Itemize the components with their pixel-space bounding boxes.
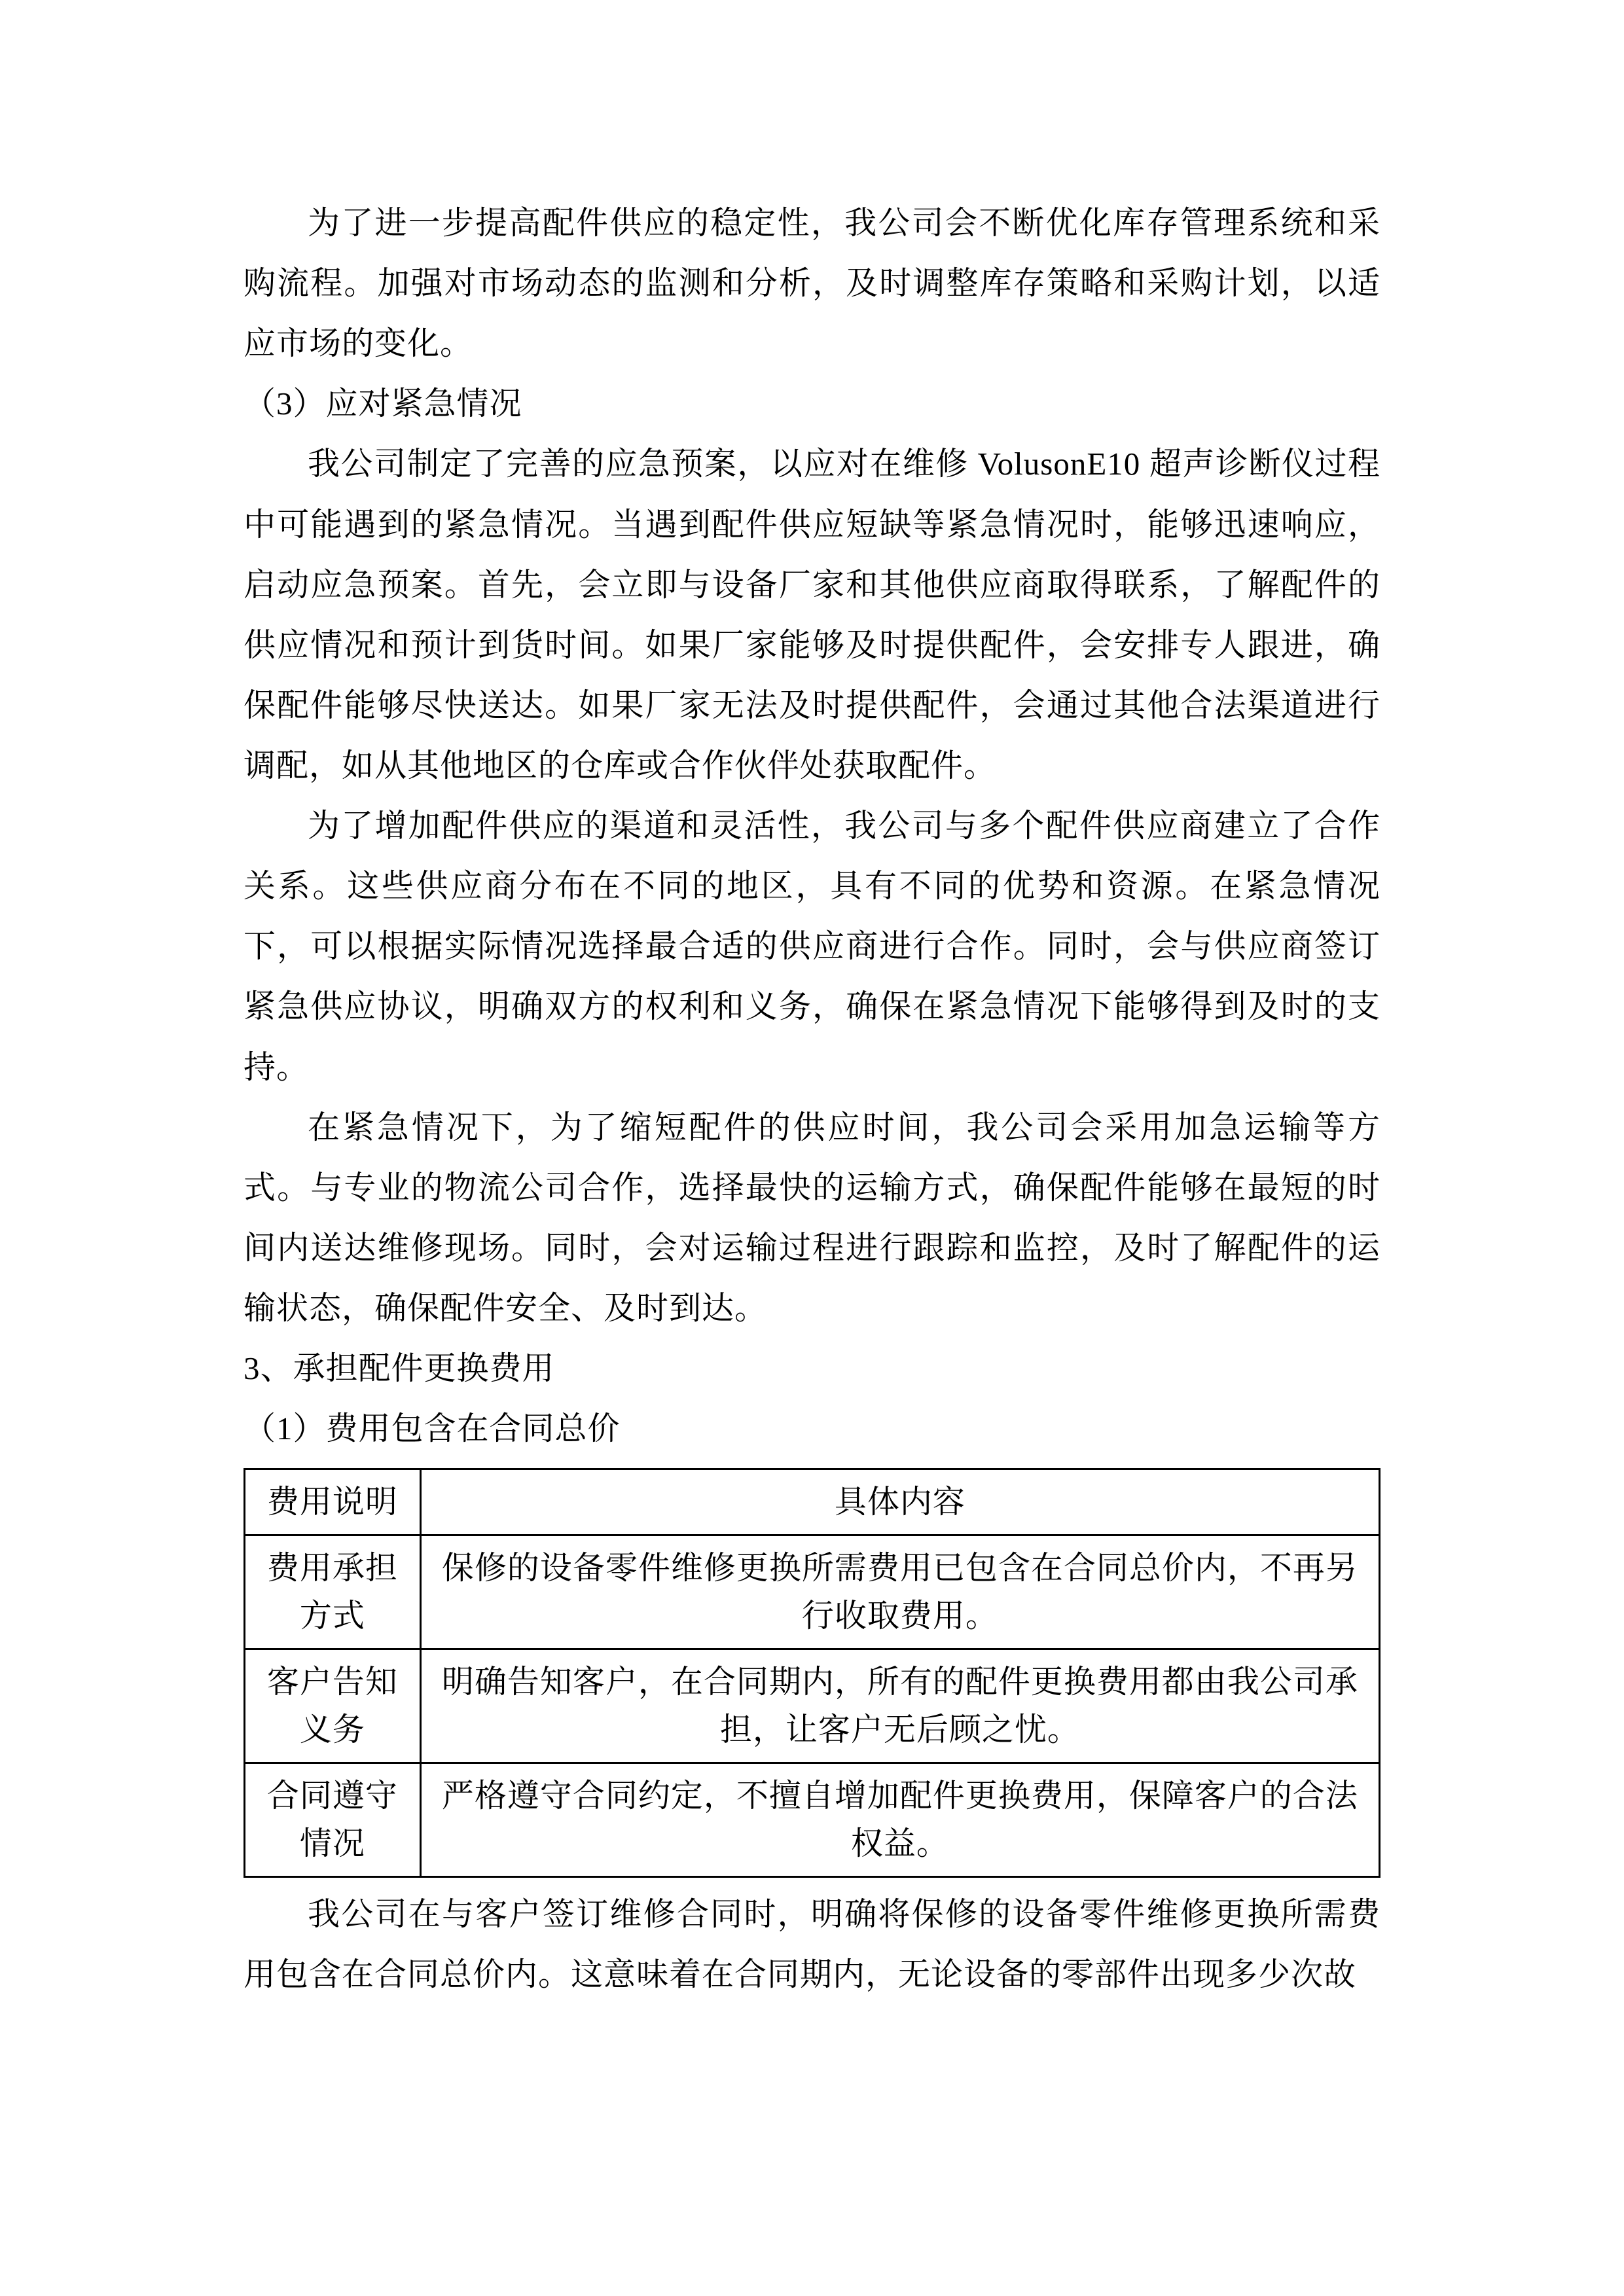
paragraph-emergency-plan: 我公司制定了完善的应急预案，以应对在维修 VolusonE10 超声诊断仪过程中可能遇到的紧急情况。当遇到配件供应短缺等紧急情况时，能够迅速响应，启动应急预案。首先，会立即与设备厂家和其他供应商取得联系，了解配件的供应情况和预计到货时间。如果厂家能够及时提供配件，会安排专人跟进，确保配件能够尽快送达。如果厂家无法及时提供配件，会通过其他合法渠道进行调配，如从其他地区的仓库或合作伙伴处获取配件。 [244,446,1380,783]
paragraph-contract-closing: 我公司在与客户签订维修合同时，明确将保修的设备零件维修更换所需费用包含在合同总价内。这意味着在合同期内，无论设备的零部件出现多少次故 [244,1895,1380,1992]
row-label: 客户告知义务 [245,1649,421,1763]
row-label: 合同遵守情况 [245,1763,421,1876]
row-label: 费用承担方式 [245,1535,421,1649]
row-content: 保修的设备零件维修更换所需费用已包含在合同总价内，不再另行收取费用。 [420,1535,1379,1649]
row-content: 严格遵守合同约定，不擅自增加配件更换费用，保障客户的合法权益。 [420,1763,1379,1876]
paragraph-express-transport: 在紧急情况下，为了缩短配件的供应时间，我公司会采用加急运输等方式。与专业的物流公司合作，选择最快的运输方式，确保配件能够在最短的时间内送达维修现场。同时，会对运输过程进行跟踪和监控，及时了解配件的运输状态，确保配件安全、及时到达。 [244,1109,1380,1326]
heading-emergency-response: （3）应对紧急情况 [244,386,522,422]
fee-table-header-row [245,1469,1380,1535]
fee-table-header-label: 费用说明 [245,1469,421,1535]
heading-cost-in-contract-price: （1）费用包含在合同总价 [244,1410,621,1447]
paragraph-supplier-network: 为了增加配件供应的渠道和灵活性，我公司与多个配件供应商建立了合作关系。这些供应商分布在不同的地区，具有不同的优势和资源。在紧急情况下，可以根据实际情况选择最合适的供应商进行合作。同时，会与供应商签订紧急供应协议，明确双方的权利和义务，确保在紧急情况下能够得到及时的支持。 [244,808,1380,1085]
table-row [245,1763,1380,1876]
table-row [245,1649,1380,1763]
heading-cost-bearing: 3、承担配件更换费用 [244,1350,555,1387]
table-row [245,1535,1380,1649]
paragraph-supply-optimize: 为了进一步提高配件供应的稳定性，我公司会不断优化库存管理系统和采购流程。加强对市场动态的监测和分析，及时调整库存策略和采购计划，以适应市场的变化。 [244,205,1380,362]
fee-table-header-content: 具体内容 [420,1469,1379,1535]
row-content: 明确告知客户，在合同期内，所有的配件更换费用都由我公司承担，让客户无后顾之忧。 [420,1649,1379,1763]
fee-table [244,1468,1380,1878]
